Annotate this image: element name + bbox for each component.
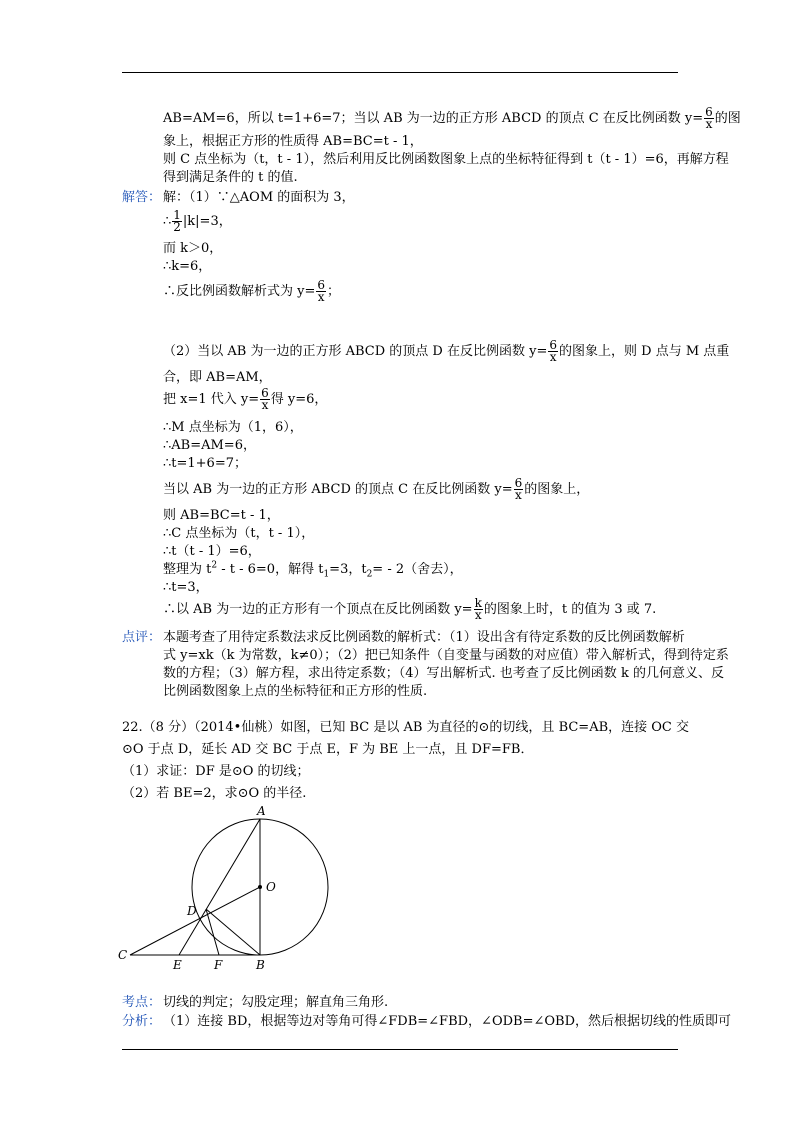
bottom-rule xyxy=(122,1049,678,1050)
review-line-2: 式 y=xk（k 为常数，k≠0）；（2）把已知条件（自变量与函数的对应值）带入解析式，得到待定系 xyxy=(163,648,729,663)
analysis-tag: 分析： xyxy=(122,1014,162,1029)
label-d: D xyxy=(187,904,197,918)
answer-part2-line-7: 当以 AB 为一边的正方形 ABCD 的顶点 C 在反比例函数 y= $\frac{6}{x}$ 的图象上， xyxy=(163,476,590,502)
review-tag: 点评： xyxy=(122,630,162,645)
points-tag: 考点： xyxy=(122,995,162,1010)
fraction-1-over-2: $\frac{1}{2}$ xyxy=(173,208,181,234)
answer-part2-line-6: ∴t=1+6=7； xyxy=(163,456,247,471)
answer-part2-line-4: ∴M 点坐标为（1，6）， xyxy=(163,420,303,435)
answer-line-3: 而 k＞0， xyxy=(163,241,223,256)
question-22-line-1: 22.（8 分）（2014•仙桃）如图，已知 BC 是以 AB 为直径的⊙的切线，且 BC=AB，连接 OC 交 xyxy=(122,720,690,735)
label-o: O xyxy=(266,880,276,894)
question-22-line-2: ⊙O 于点 D，延长 AD 交 BC 于点 E，F 为 BE 上一点，且 DF=FB． xyxy=(122,742,534,757)
analysis-line-1: AB=AM=6，所以 t=1+6=7；当以 AB 为一边的正方形 ABCD 的顶点 C 在反比例函数 y= $\frac{6}{x}$ 的图 xyxy=(163,105,741,131)
answer-line-5: ∴反比例函数解析式为 y= $\frac{6}{x}$ ； xyxy=(163,278,341,304)
answer-part2-line-12: ∴t=3， xyxy=(163,580,209,595)
answer-part2-line-2: 合，即 AB=AM， xyxy=(163,370,272,385)
analysis-line-3: 则 C 点坐标为（t，t - 1），然后利用反比例函数图象上点的坐标特征得到 t（t - 1）=6，再解方程 xyxy=(163,152,729,167)
points-text: 切线的判定；勾股定理；解直角三角形. xyxy=(163,995,389,1010)
answer-part2-line-13: ∴以 AB 为一边的正方形有一个顶点在反比例函数 y= $\frac{k}{x}$ 的图象上时，t 的值为 3 或 7. xyxy=(163,596,657,622)
point-o xyxy=(258,885,262,889)
answer-part2-line-5: ∴AB=AM=6， xyxy=(163,438,256,453)
answer-line-1: 解：（1）∵△AOM 的面积为 3， xyxy=(163,190,355,205)
segment-df xyxy=(206,909,219,955)
answer-part2-line-9: ∴C 点坐标为（t，t - 1）， xyxy=(163,526,315,541)
label-a: A xyxy=(257,804,266,818)
label-f: F xyxy=(214,958,223,972)
answer-line-2: ∴ $\frac{1}{2}$ |k|=3， xyxy=(163,208,232,234)
analysis-text: （1）连接 BD，根据等边对等角可得∠FDB=∠FBD，∠ODB=∠OBD，然后根据切线的性质即可 xyxy=(163,1014,731,1029)
analysis-line-2: 象上，根据正方形的性质得 AB=BC=t - 1， xyxy=(163,134,423,149)
fraction-6-over-x: $\frac{6}{x}$ xyxy=(705,105,713,131)
answer-part2-line-3: 把 x=1 代入 y= $\frac{6}{x}$ 得 y=6， xyxy=(163,386,328,412)
question-22-line-4: （2）若 BE=2，求⊙O 的半径. xyxy=(122,786,307,801)
segment-co xyxy=(130,887,260,955)
answer-line-4: ∴k=6， xyxy=(163,259,212,274)
geometry-figure xyxy=(115,803,345,973)
segment-db xyxy=(206,909,260,955)
question-22-line-3: （1）求证：DF 是⊙O 的切线； xyxy=(122,764,310,779)
analysis-line-4: 得到满足条件的 t 的值. xyxy=(163,170,298,185)
label-e: E xyxy=(173,958,182,972)
answer-part2-line-10: ∴t（t - 1）=6， xyxy=(163,544,261,559)
label-b: B xyxy=(256,958,265,972)
review-line-3: 数的方程；（3）解方程，求出待定系数；（4）写出解析式. 也考查了反比例函数 k 的几何意义、反 xyxy=(163,666,724,681)
label-c: C xyxy=(118,948,128,962)
review-line-4: 比例函数图象上点的坐标特征和正方形的性质. xyxy=(163,684,428,699)
answer-part2-line-11: 整理为 $t^2 - t - 6=0$，解得 $t_1=3$，$t_2= - 2$（舍去）， xyxy=(163,560,463,580)
answer-tag: 解答： xyxy=(122,190,162,205)
top-rule xyxy=(122,72,678,73)
answer-part2-line-1: （2）当以 AB 为一边的正方形 ABCD 的顶点 D 在反比例函数 y= $\frac{6}{x}$ 的图象上，则 D 点与 M 点重 xyxy=(163,338,730,364)
review-line-1: 本题考查了用待定系数法求反比例函数的解析式：（1）设出含有待定系数的反比例函数解析 xyxy=(163,630,685,645)
answer-part2-line-8: 则 AB=BC=t - 1， xyxy=(163,508,280,523)
segment-ae xyxy=(179,819,260,955)
